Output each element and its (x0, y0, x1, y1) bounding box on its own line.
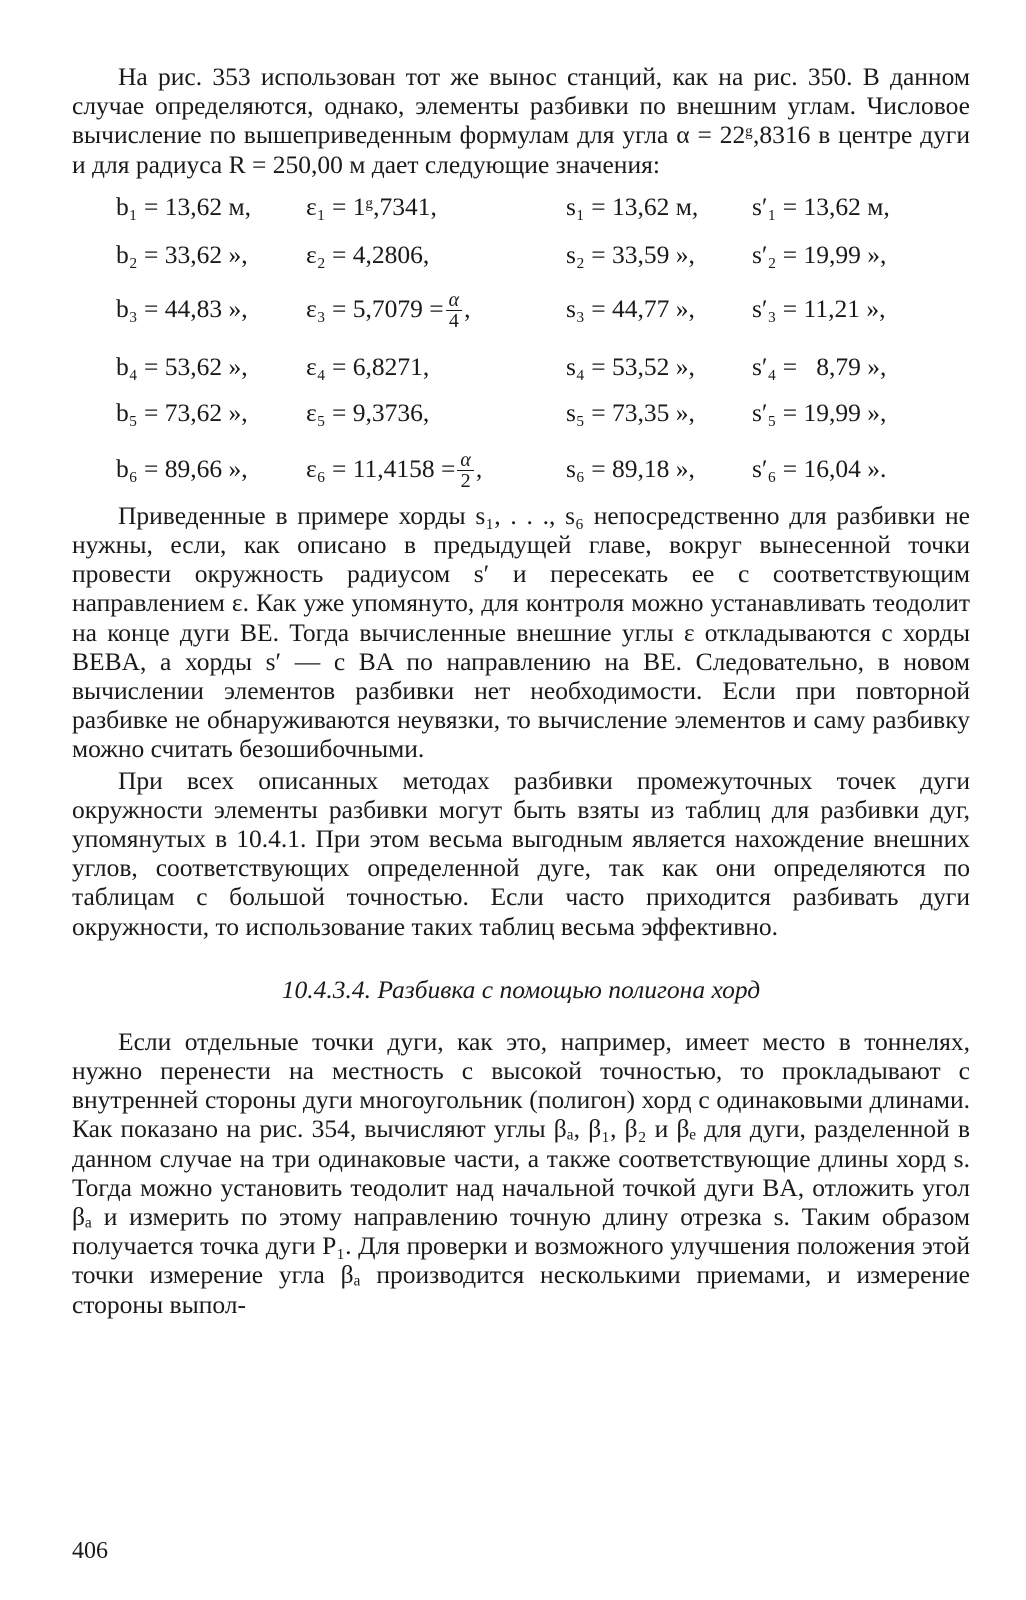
formula-s-prime: s′₂ = 19,99 », (752, 239, 887, 269)
fraction-numerator: α (446, 290, 463, 311)
paragraph-polygon: Если отдельные точки дуги, как это, например, имеет место в тоннелях, нужно перенести на местность с высокой точностью, то прокладывают с внутренней стороны дуги многоугольник (полигон) хорд с одинаковыми длинами. Как показано на рис. 354, вычисляют углы βₐ, β₁, β₂ и βₑ для дуги, разделенной в данном случае на три одинаковые части, а также соответствующие длины хорд s. Тогда можно установить теодолит над начальной точкой дуги BA, отложить угол βₐ и измерить по этому направлению точную длину отрезка s. Таким образом получается точка дуги P₁. Для проверки и возможного улучшения положения этой точки измерение угла βₐ производится несколькими приемами, и измерение стороны выпол- (72, 1026, 970, 1319)
fraction-denominator: 4 (448, 310, 459, 333)
formula-b: b₃ = 44,83 », (116, 293, 248, 323)
formula-s: s₆ = 89,18 », (566, 453, 695, 483)
formula-s-prime: s′₅ = 19,99 », (752, 397, 887, 427)
formula-b: b₆ = 89,66 », (116, 453, 248, 483)
formula-s: s₄ = 53,52 », (566, 351, 695, 381)
formula-epsilon: ε₂ = 4,2806, (306, 239, 430, 269)
formula-row (72, 449, 970, 493)
formula-s: s₁ = 13,62 м, (566, 191, 699, 221)
formula-s: s₃ = 44,77 », (566, 293, 695, 323)
formula-epsilon: ε₆ = 11,4158 = (306, 453, 456, 483)
section-heading: 10.4.3.4. Разбивка с помощью полигона хорд (281, 974, 761, 1004)
fraction (457, 450, 474, 491)
formula-s-prime: s′₆ = 16,04 ». (752, 453, 887, 483)
paragraph-chords: Приведенные в примере хорды s₁, . . ., s₆ непосредственно для разбивки не нужны, если, как описано в предыдущей главе, вокруг вынесенной точки провести окружность радиусом s′ и пересекать ее с соответствующим направлением ε. Как уже упомянуто, для контроля можно устанавливать теодолит на конце дуги BE. Тогда вычисленные внешние углы ε откладываются с хорды BEBA, а хорды s′ — с BA по направлению на BE. Следовательно, в новом вычислении элементов разбивки нет необходимости. Если при повторной разбивке не обнаруживаются неувязки, то вычисление элементов и саму разбивку можно считать безошибочными. (72, 500, 970, 764)
formula-epsilon-with-fraction (306, 449, 482, 492)
formula-b: b₄ = 53,62 », (116, 351, 248, 381)
formula-epsilon: ε₁ = 1ᵍ,7341, (306, 191, 437, 221)
page-number: 406 (72, 1538, 108, 1564)
fraction (446, 290, 463, 331)
formula-b: b₁ = 13,62 м, (116, 191, 252, 221)
formula-row (72, 187, 970, 227)
paragraph-tables: При всех описанных методах разбивки промежуточных точек дуги окружности элементы разбивки могут быть взяты из таблиц для разбивки дуг, упомянутых в 10.4.1. При этом весьма выгодным является нахождение внешних углов, соответствующих определенной дуге, так как они определяются по таблицам с большой точностью. Если часто приходится разбивать дуги окружности, то использование таких таблиц весьма эффективно. (72, 765, 970, 941)
fraction-numerator: α (457, 450, 474, 471)
formula-b: b₂ = 33,62 », (116, 239, 248, 269)
formula-b: b₅ = 73,62 », (116, 397, 248, 427)
formula-row (72, 235, 970, 275)
formula-epsilon: ε₅ = 9,3736, (306, 397, 430, 427)
formula-row (72, 347, 970, 387)
formula-s-prime: s′₁ = 13,62 м, (752, 191, 890, 221)
formula-row (72, 393, 970, 433)
formula-s: s₅ = 73,35 », (566, 397, 695, 427)
formula-s-prime: s′₃ = 11,21 », (752, 293, 886, 323)
formula-epsilon-tail: , (475, 453, 483, 483)
formula-s: s₂ = 33,59 », (566, 239, 695, 269)
formula-epsilon: ε₄ = 6,8271, (306, 351, 430, 381)
fraction-denominator: 2 (460, 470, 471, 493)
formula-epsilon: ε₃ = 5,7079 = (306, 293, 444, 323)
formula-epsilon-with-fraction (306, 289, 471, 332)
page-body (72, 62, 970, 1319)
formula-epsilon-tail: , (464, 293, 471, 323)
formula-row (72, 289, 970, 333)
paragraph-intro: На рис. 353 использован тот же вынос станций, как на рис. 350. В данном случае определяются, однако, элементы разбивки по внешним углам. Числовое вычисление по вышеприведенным формулам для угла α = 22ᵍ,8316 в центре дуги и для радиуса R = 250,00 м дает следующие значения: (72, 62, 970, 179)
formula-s-prime: s′₄ = 8,79 », (752, 351, 887, 381)
formula-table (72, 187, 970, 495)
